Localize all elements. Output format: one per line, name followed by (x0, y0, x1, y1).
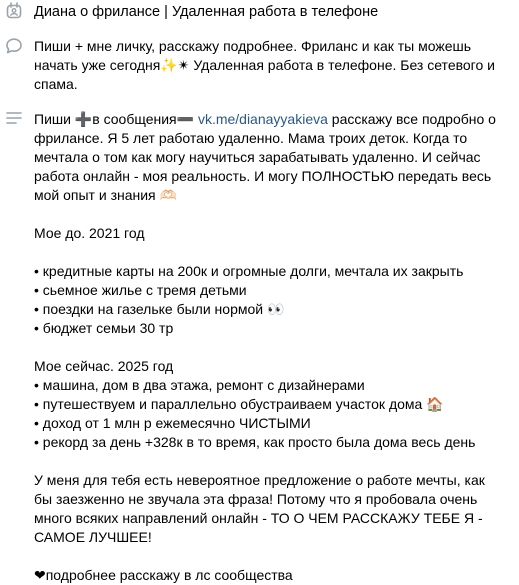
speech-bubble-icon (4, 37, 24, 55)
description-intro-rest: расскажу все подробно о фрилансе. Я 5 лет работаю удаленно. Мама троих деток. Когда то мечтала о том как могу научиться зарабатывать удаленно. И сейчас работа онлайн - моя реальность. И могу ПОЛНОСТЬЮ передать весь мой опыт и знания 🫶🏻 (34, 111, 496, 203)
after-list-item: • доход от 1 млн р ежемесячно ЧИСТЫМИ (34, 415, 311, 431)
spacer (34, 547, 504, 566)
group-name-row (0, 0, 519, 24)
spacer (34, 452, 504, 471)
before-list-item: • кредитные карты на 200к и огромные долги, мечтала их закрыть (34, 263, 464, 279)
spacer (34, 338, 504, 357)
group-id-icon (4, 2, 24, 20)
offer-paragraph: У меня для тебя есть невероятное предложение о работе мечты, как бы заезженно не звучала эта фраза! Потому что я пробовала очень много всяких направлений онлайн - ТО О ЧЕМ РАССКАЖУ ТЕБЕ Я - САМОЕ ЛУЧШЕЕ! (34, 472, 485, 545)
status-row (0, 37, 519, 94)
messages-link[interactable]: vk.me/dianayyakieva (197, 111, 328, 127)
after-list-item: • машина, дом в два этажа, ремонт с дизайнерами (34, 377, 365, 393)
before-list-item: • поездки на газельке были нормой 👀 (34, 301, 285, 317)
spacer (34, 205, 504, 224)
before-list-item: • сьемное жилье с тремя детьми (34, 282, 247, 298)
description-row (0, 110, 519, 585)
after-heading: Мое сейчас. 2025 год (34, 358, 174, 374)
text-lines-icon (4, 110, 24, 126)
group-name: Диана о фрилансе | Удаленная работа в телефоне (34, 4, 379, 20)
description-intro (34, 110, 504, 205)
closing-line: ❤подробнее расскажу в лс сообщества (34, 567, 293, 583)
after-list-item: • рекорд за день +328к в то время, как просто была дома весь день (34, 434, 476, 450)
before-list-item: • бюджет семьи 30 тр (34, 320, 174, 336)
before-heading: Мое до. 2021 год (34, 225, 145, 241)
group-status-text: Пиши + мне личку, расскажу подробнее. Фриланс и как ты можешь начать уже сегодня✨✴ Удаленная работа в телефоне. Без сетевого и спама. (34, 38, 495, 92)
description-intro-start: Пиши ➕в сообщения➖ (34, 111, 198, 127)
spacer (34, 243, 504, 262)
after-list-item: • путешествуем и параллельно обустраиваем участок дома 🏠 (34, 396, 444, 412)
group-description (34, 110, 504, 585)
